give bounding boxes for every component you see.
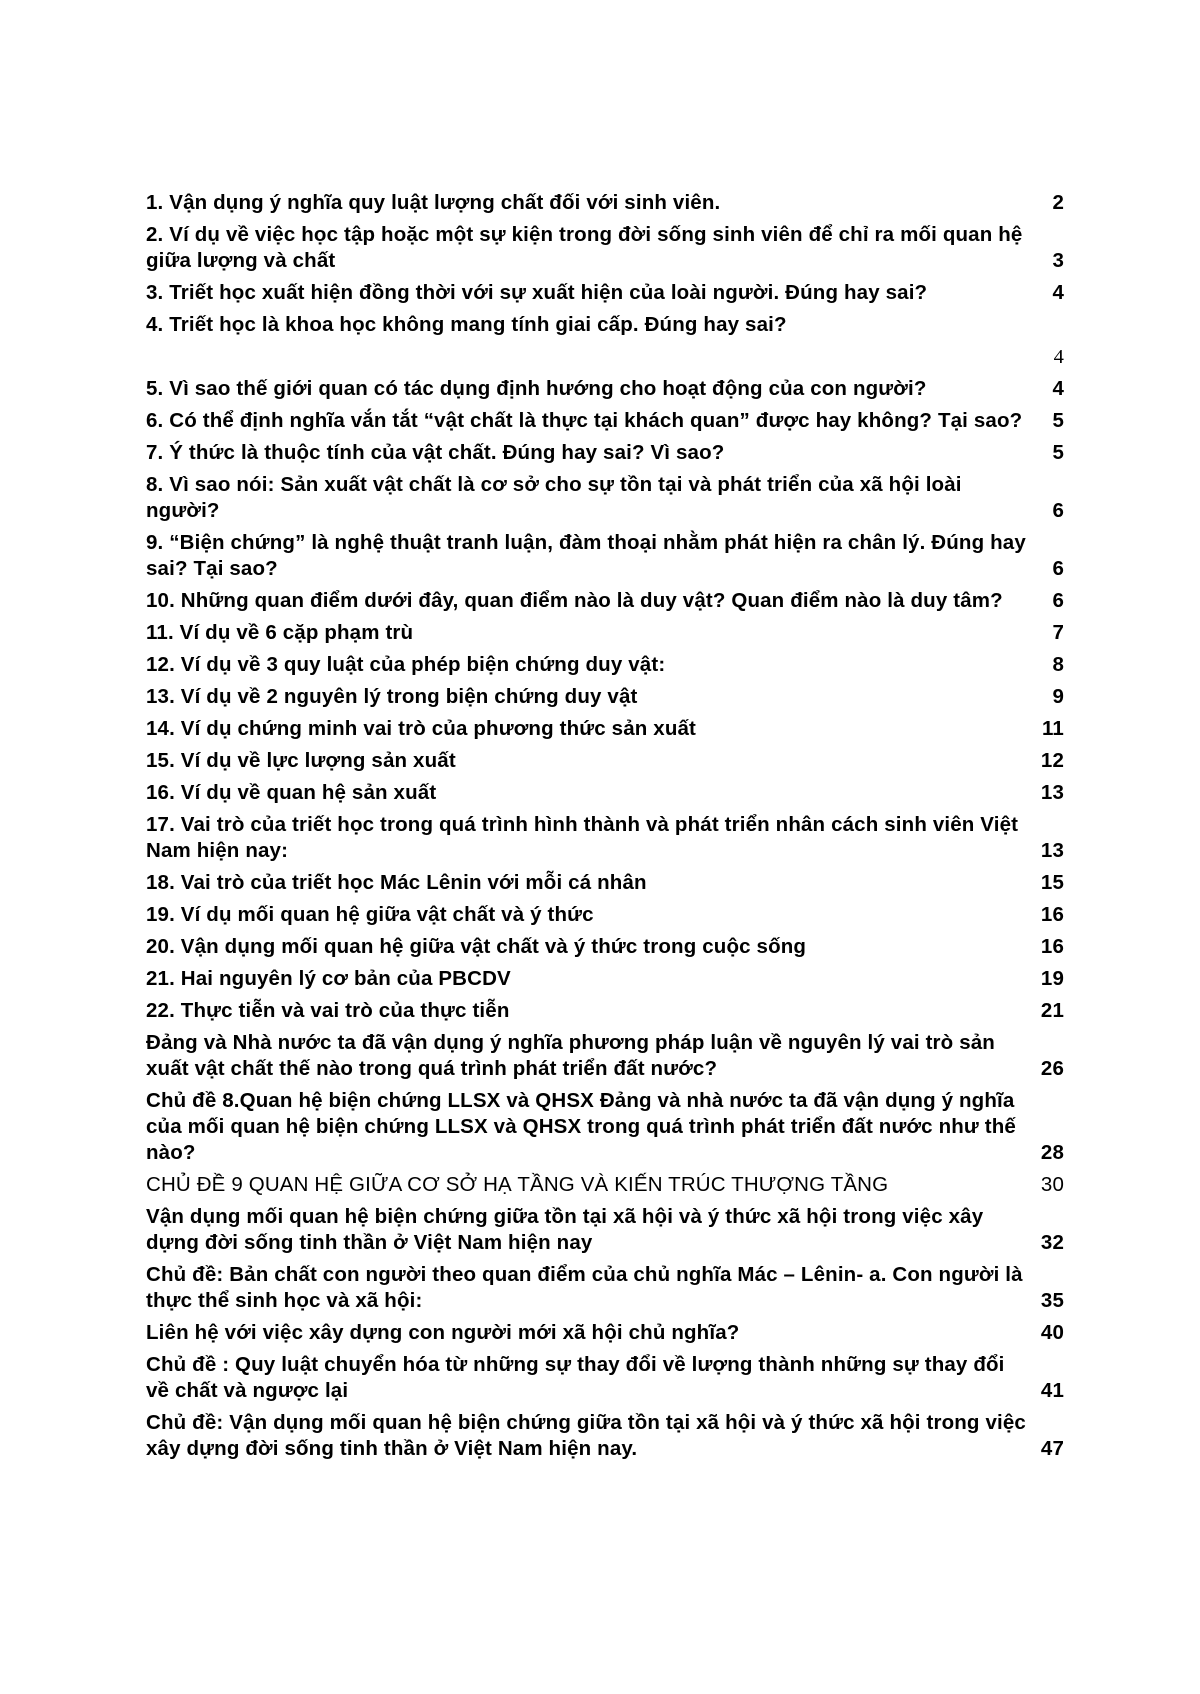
toc-entry-text: 3. Triết học xuất hiện đồng thời với sự xuất hiện của loài người. Đúng hay sai? bbox=[146, 281, 928, 304]
toc-entry-24[interactable] bbox=[146, 1088, 1064, 1166]
toc-page-number: 7 bbox=[1052, 621, 1064, 644]
toc-entry-text: 4. Triết học là khoa học không mang tính giai cấp. Đúng hay sai? bbox=[146, 313, 787, 336]
toc-page-number: 47 bbox=[1040, 1437, 1064, 1460]
toc-page-number: 26 bbox=[1040, 1057, 1064, 1080]
toc-entry-text: 12. Ví dụ về 3 quy luật của phép biện chứng duy vật: bbox=[146, 653, 666, 676]
toc-entry-12[interactable] bbox=[146, 652, 1064, 678]
toc-page-number: 15 bbox=[1040, 871, 1064, 894]
toc-page-number: 4 bbox=[1052, 377, 1064, 400]
toc-entry-text: 14. Ví dụ chứng minh vai trò của phương thức sản xuất bbox=[146, 717, 697, 740]
toc-entry-text: Đảng và Nhà nước ta đã vận dụng ý nghĩa phương pháp luận về nguyên lý vai trò sản xuất vật chất thế nào trong quá trình phát triển đất nước? bbox=[146, 1031, 995, 1080]
toc-entry-2[interactable] bbox=[146, 222, 1064, 274]
toc-entry-28[interactable] bbox=[146, 1320, 1064, 1346]
toc-entry-13[interactable] bbox=[146, 684, 1064, 710]
toc-page-number: 41 bbox=[1040, 1379, 1064, 1402]
toc-entry-20[interactable] bbox=[146, 934, 1064, 960]
toc-page-number: 28 bbox=[1040, 1141, 1064, 1164]
toc-entry-22[interactable] bbox=[146, 998, 1064, 1024]
toc-entry-29[interactable] bbox=[146, 1352, 1064, 1404]
toc-entry-text: CHỦ ĐỀ 9 QUAN HỆ GIỮA CƠ SỞ HẠ TẦNG VÀ KIẾN TRÚC THƯỢNG TẦNG bbox=[146, 1173, 889, 1196]
toc-page-number: 16 bbox=[1040, 935, 1064, 958]
toc-entry-23[interactable] bbox=[146, 1030, 1064, 1082]
toc-page-number: 30 bbox=[1040, 1173, 1064, 1196]
toc-entry-21[interactable] bbox=[146, 966, 1064, 992]
toc-page-number: 6 bbox=[1052, 557, 1064, 580]
toc-page-number: 13 bbox=[1040, 839, 1064, 862]
toc-page-number: 16 bbox=[1040, 903, 1064, 926]
toc-entry-30[interactable] bbox=[146, 1410, 1064, 1462]
toc-entry-text: 22. Thực tiễn và vai trò của thực tiễn bbox=[146, 999, 510, 1022]
toc-page-number: 35 bbox=[1040, 1289, 1064, 1312]
toc-entry-text: 11. Ví dụ về 6 cặp phạm trù bbox=[146, 621, 414, 644]
toc-page-number: 5 bbox=[1052, 409, 1064, 432]
toc-page-number: 4 bbox=[1053, 346, 1064, 368]
toc-entry-3[interactable] bbox=[146, 280, 1064, 306]
toc-entry-6[interactable] bbox=[146, 408, 1064, 434]
toc-entry-14[interactable] bbox=[146, 716, 1064, 742]
toc-entry-15[interactable] bbox=[146, 748, 1064, 774]
toc-entry-25[interactable] bbox=[146, 1172, 1064, 1198]
toc-entry-text: 19. Ví dụ mối quan hệ giữa vật chất và ý thức bbox=[146, 903, 594, 926]
toc-entry-10[interactable] bbox=[146, 588, 1064, 614]
toc-page-number: 6 bbox=[1052, 499, 1064, 522]
toc-entry-text: 16. Ví dụ về quan hệ sản xuất bbox=[146, 781, 437, 804]
toc-page-number: 5 bbox=[1052, 441, 1064, 464]
toc-entry-text: Chủ đề: Vận dụng mối quan hệ biện chứng giữa tồn tại xã hội và ý thức xã hội trong việc xây dựng đời sống tinh thần ở Việt Nam hiện nay. bbox=[146, 1411, 1026, 1460]
toc-entry-4[interactable] bbox=[146, 312, 1064, 370]
toc-entry-5[interactable] bbox=[146, 376, 1064, 402]
toc-entry-text: 5. Vì sao thế giới quan có tác dụng định hướng cho hoạt động của con người? bbox=[146, 377, 927, 400]
toc-page-number: 21 bbox=[1040, 999, 1064, 1022]
toc-entry-text: Chủ đề: Bản chất con người theo quan điểm của chủ nghĩa Mác – Lênin- a. Con người là thực thể sinh học và xã hội: bbox=[146, 1263, 1023, 1312]
toc-entry-text: 17. Vai trò của triết học trong quá trình hình thành và phát triển nhân cách sinh viên Việt Nam hiện nay: bbox=[146, 813, 1019, 862]
toc-entry-text: 7. Ý thức là thuộc tính của vật chất. Đúng hay sai? Vì sao? bbox=[146, 441, 725, 464]
toc-page-number: 13 bbox=[1040, 781, 1064, 804]
toc-entry-text: 1. Vận dụng ý nghĩa quy luật lượng chất đối với sinh viên. bbox=[146, 191, 721, 214]
toc-entry-text: Liên hệ với việc xây dựng con người mới xã hội chủ nghĩa? bbox=[146, 1321, 740, 1344]
toc-entry-text: 13. Ví dụ về 2 nguyên lý trong biện chứng duy vật bbox=[146, 685, 638, 708]
toc-entry-text: 15. Ví dụ về lực lượng sản xuất bbox=[146, 749, 456, 772]
toc-entry-26[interactable] bbox=[146, 1204, 1064, 1256]
toc-page-number: 32 bbox=[1040, 1231, 1064, 1254]
toc-entry-18[interactable] bbox=[146, 870, 1064, 896]
toc-entry-text: 18. Vai trò của triết học Mác Lênin với mỗi cá nhân bbox=[146, 871, 647, 894]
toc-entry-16[interactable] bbox=[146, 780, 1064, 806]
toc-entry-text: Chủ đề : Quy luật chuyển hóa từ những sự thay đổi về lượng thành những sự thay đổi về chất và ngược lại bbox=[146, 1353, 1005, 1402]
toc-entry-11[interactable] bbox=[146, 620, 1064, 646]
toc-entry-text: Vận dụng mối quan hệ biện chứng giữa tồn tại xã hội và ý thức xã hội trong việc xây dựng đời sống tinh thần ở Việt Nam hiện nay bbox=[146, 1205, 984, 1254]
toc-page-number: 40 bbox=[1040, 1321, 1064, 1344]
toc-page-number: 3 bbox=[1052, 249, 1064, 272]
toc-entry-7[interactable] bbox=[146, 440, 1064, 466]
toc-page-number: 11 bbox=[1042, 717, 1064, 740]
toc-entry-17[interactable] bbox=[146, 812, 1064, 864]
toc-page-number: 4 bbox=[1052, 281, 1064, 304]
toc-page-number: 19 bbox=[1040, 967, 1064, 990]
toc-entry-text: Chủ đề 8.Quan hệ biện chứng LLSX và QHSX Đảng và nhà nước ta đã vận dụng ý nghĩa của mối quan hệ biện chứng LLSX và QHSX trong quá trình phát triển đất nước như thế nào? bbox=[146, 1089, 1016, 1164]
toc-entry-8[interactable] bbox=[146, 472, 1064, 524]
toc-page-number: 2 bbox=[1052, 191, 1064, 214]
toc-page-number: 8 bbox=[1052, 653, 1064, 676]
toc-entry-text: 20. Vận dụng mối quan hệ giữa vật chất và ý thức trong cuộc sống bbox=[146, 935, 807, 958]
toc-entry-text: 21. Hai nguyên lý cơ bản của PBCDV bbox=[146, 967, 511, 990]
toc-page-number: 12 bbox=[1040, 749, 1064, 772]
toc-page-number: 6 bbox=[1052, 589, 1064, 612]
toc-entry-text: 10. Những quan điểm dưới đây, quan điểm nào là duy vật? Quan điểm nào là duy tâm? bbox=[146, 589, 1003, 612]
toc-entry-19[interactable] bbox=[146, 902, 1064, 928]
toc-entry-text: 8. Vì sao nói: Sản xuất vật chất là cơ sở cho sự tồn tại và phát triển của xã hội loài người? bbox=[146, 473, 962, 522]
toc-entry-text: 9. “Biện chứng” là nghệ thuật tranh luận, đàm thoại nhằm phát hiện ra chân lý. Đúng hay sai? Tại sao? bbox=[146, 531, 1026, 580]
toc-entry-9[interactable] bbox=[146, 530, 1064, 582]
toc-page-number: 9 bbox=[1052, 685, 1064, 708]
table-of-contents bbox=[146, 190, 1064, 1468]
toc-entry-text: 2. Ví dụ về việc học tập hoặc một sự kiện trong đời sống sinh viên để chỉ ra mối quan hệ giữa lượng và chất bbox=[146, 223, 1023, 272]
toc-entry-27[interactable] bbox=[146, 1262, 1064, 1314]
toc-entry-1[interactable] bbox=[146, 190, 1064, 216]
toc-entry-text: 6. Có thể định nghĩa vắn tắt “vật chất là thực tại khách quan” được hay không? Tại sao? bbox=[146, 409, 1023, 432]
